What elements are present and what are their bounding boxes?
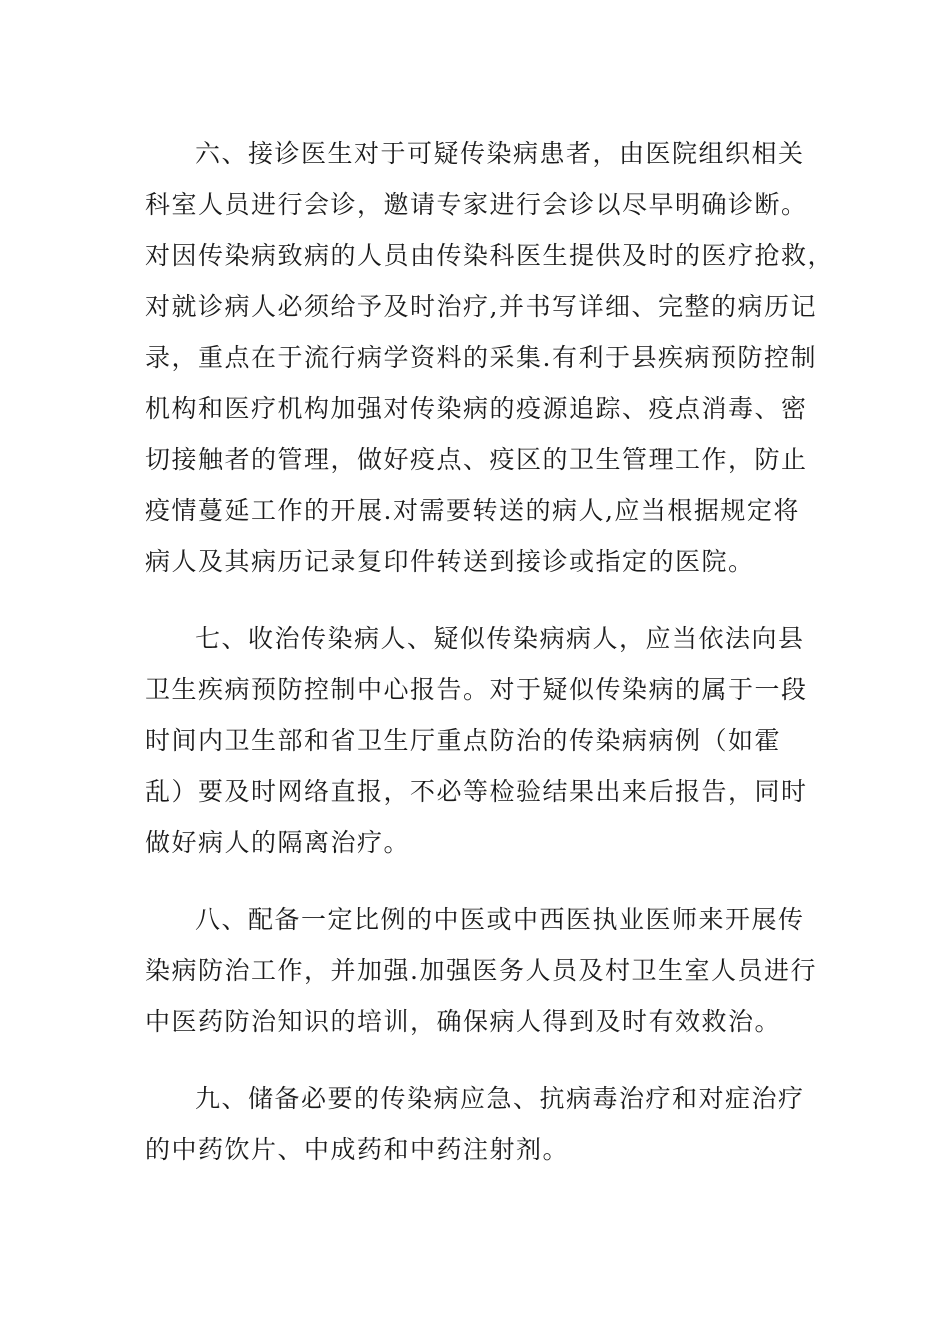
text-line: 科室人员进行会诊，邀请专家进行会诊以尽早明确诊断。 [145, 190, 808, 219]
text-line: 乱）要及时网络直报，不必等检验结果出来后报告，同时 [145, 777, 808, 806]
text-line: 染病防治工作，并加强.加强医务人员及村卫生室人员进行 [145, 956, 817, 985]
text-line: 的中药饮片、中成药和中药注射剂。 [145, 1135, 570, 1164]
text-line: 做好病人的隔离治疗。 [145, 828, 411, 857]
text-line: 对因传染病致病的人员由传染科医生提供及时的医疗抢救， [145, 241, 835, 270]
text-line: 切接触者的管理，做好疫点、疫区的卫生管理工作，防止 [145, 445, 808, 474]
text-line: 八、配备一定比例的中医或中西医执业医师来开展传 [195, 905, 805, 934]
paragraph-6 [145, 128, 835, 587]
text-line: 七、收治传染病人、疑似传染病病人，应当依法向县 [195, 624, 805, 653]
text-line: 病人及其病历记录复印件转送到接诊或指定的医院。 [145, 547, 755, 576]
paragraph-8 [145, 894, 817, 1047]
text-line: 对就诊病人必须给予及时治疗,并书写详细、完整的病历记 [145, 292, 817, 321]
text-line: 录，重点在于流行病学资料的采集.有利于县疾病预防控制 [145, 343, 817, 372]
text-line: 中医药防治知识的培训，确保病人得到及时有效救治。 [145, 1007, 782, 1036]
paragraph-7 [145, 613, 808, 868]
paragraph-9 [145, 1073, 805, 1175]
text-line: 机构和医疗机构加强对传染病的疫源追踪、疫点消毒、密 [145, 394, 808, 423]
text-line: 九、储备必要的传染病应急、抗病毒治疗和对症治疗 [195, 1084, 805, 1113]
text-line: 六、接诊医生对于可疑传染病患者，由医院组织相关 [195, 139, 805, 168]
text-line: 疫情蔓延工作的开展.对需要转送的病人,应当根据规定将 [145, 496, 800, 525]
text-line: 卫生疾病预防控制中心报告。对于疑似传染病的属于一段 [145, 675, 808, 704]
document-body [145, 128, 835, 1201]
text-line: 时间内卫生部和省卫生厅重点防治的传染病病例（如霍 [145, 726, 782, 755]
